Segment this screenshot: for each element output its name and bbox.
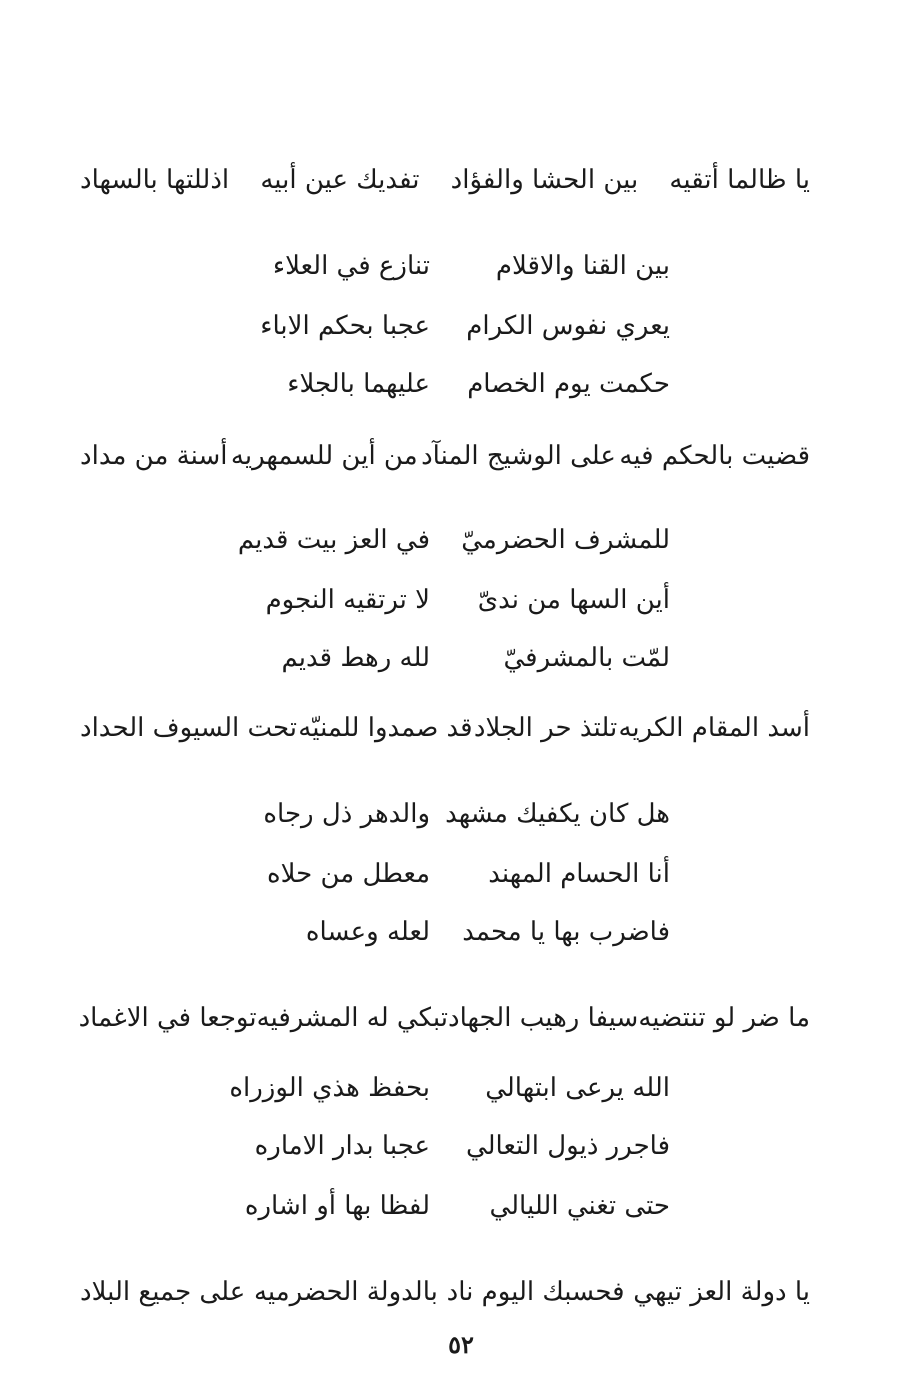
second-hemistich: عليهما بالجلاء <box>287 369 430 399</box>
first-hemistich: هل كان يكفيك مشهد <box>445 799 670 829</box>
refrain-line <box>80 158 810 202</box>
hemistich: سيفا رهيب الجهاد <box>448 1003 639 1033</box>
hemistich: بين الحشا والفؤاد <box>450 165 639 195</box>
couplet-line <box>230 792 670 836</box>
couplet-line <box>230 362 670 406</box>
hemistich: على الوشيج المنآد <box>421 441 616 471</box>
page-number: ٥٢ <box>448 1330 474 1359</box>
second-hemistich: لعله وعساه <box>305 917 430 947</box>
first-hemistich: فاضرب بها يا محمد <box>462 917 670 947</box>
couplet-line <box>230 304 670 348</box>
refrain-line <box>80 1270 810 1314</box>
hemistich: تبكي له المشرفيه <box>256 1003 449 1033</box>
hemistich: أسنة من مداد <box>80 441 228 471</box>
couplet-line <box>230 578 670 622</box>
second-hemistich: تنازع في العلاء <box>272 251 430 281</box>
refrain-line <box>80 706 810 750</box>
couplet-line <box>230 1184 670 1228</box>
couplet-line <box>230 852 670 896</box>
second-hemistich: بحفظ هذي الوزراه <box>229 1073 430 1103</box>
couplet-line <box>230 244 670 288</box>
hemistich: توجعا في الاغماد <box>78 1003 257 1033</box>
hemistich: بالدولة الحضرميه <box>253 1277 438 1307</box>
hemistich: تلتذ حر الجلاد <box>473 713 618 743</box>
hemistich: فحسبك اليوم ناد <box>446 1277 625 1307</box>
second-hemistich: لفظا بها أو اشاره <box>244 1191 430 1221</box>
first-hemistich: بين القنا والاقلام <box>495 251 670 281</box>
first-hemistich: أنا الحسام المهند <box>488 859 670 889</box>
hemistich: يا ظالما أتقيه <box>669 165 810 195</box>
refrain-line <box>80 434 810 478</box>
first-hemistich: لمّت بالمشرفيّ <box>503 643 670 673</box>
first-hemistich: فاجرر ذيول التعالي <box>465 1131 670 1161</box>
hemistich: من أين للسمهريه <box>230 441 418 471</box>
hemistich: اذللتها بالسهاد <box>80 165 230 195</box>
first-hemistich: يعري نفوس الكرام <box>466 311 670 341</box>
second-hemistich: لله رهط قديم <box>281 643 430 673</box>
couplet-line <box>230 636 670 680</box>
hemistich: ما ضر لو تنتضيه <box>638 1003 810 1033</box>
refrain-line <box>80 996 810 1040</box>
hemistich: قضيت بالحكم فيه <box>619 441 810 471</box>
hemistich: تحت السيوف الحداد <box>80 713 298 743</box>
first-hemistich: أين السها من ندىّ <box>477 585 670 615</box>
first-hemistich: الله يرعى ابتهالي <box>485 1073 670 1103</box>
couplet-line <box>230 1066 670 1110</box>
couplet-line <box>230 910 670 954</box>
first-hemistich: حتى تغني الليالي <box>489 1191 670 1221</box>
first-hemistich: حكمت يوم الخصام <box>467 369 670 399</box>
couplet-line <box>230 518 670 562</box>
first-hemistich: للمشرف الحضرميّ <box>461 525 670 555</box>
couplet-line <box>230 1124 670 1168</box>
hemistich: يا دولة العز تيهي <box>633 1277 810 1307</box>
hemistich: قد صمدوا للمنيّه <box>298 713 473 743</box>
hemistich: تفديك عين أبيه <box>260 165 420 195</box>
second-hemistich: عجبا بدار الاماره <box>254 1131 430 1161</box>
second-hemistich: عجبا بحكم الاباء <box>260 311 430 341</box>
hemistich: أسد المقام الكريه <box>618 713 810 743</box>
hemistich: على جميع البلاد <box>80 1277 246 1307</box>
second-hemistich: في العز بيت قديم <box>237 525 430 555</box>
second-hemistich: معطل من حلاه <box>267 859 430 889</box>
second-hemistich: لا ترتقيه النجوم <box>265 585 430 615</box>
second-hemistich: والدهر ذل رجاه <box>263 799 430 829</box>
